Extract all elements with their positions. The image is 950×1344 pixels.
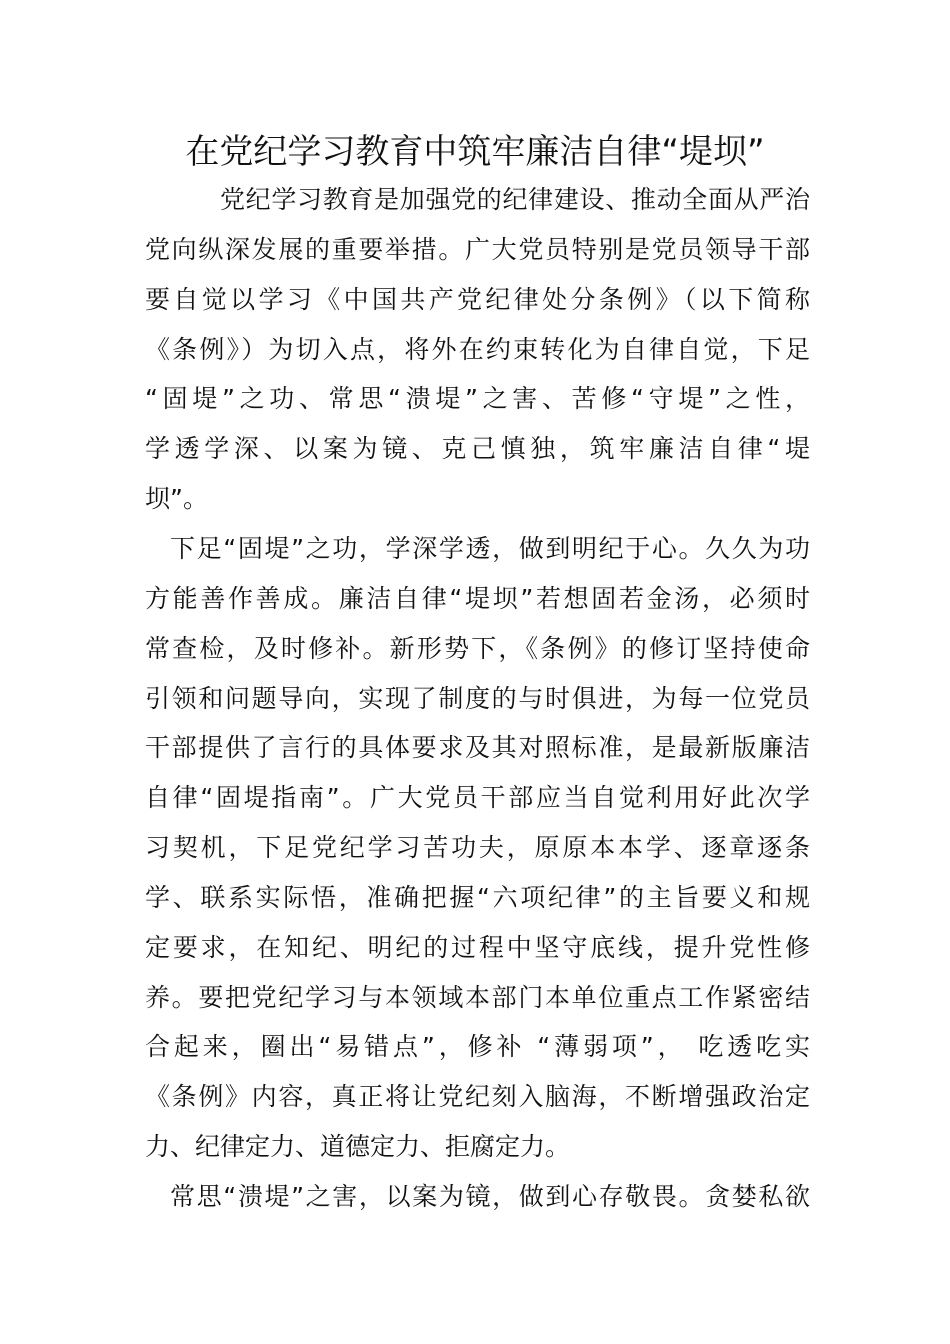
paragraph-line: 下足“固堤”之功，学深学透，做到明纪于心。久久为功 <box>170 534 810 563</box>
paragraph-line: 要自觉以学习《中国共产党纪律处分条例》（以下简称 <box>145 285 810 314</box>
paragraph-line: 定要求，在知纪、明纪的过程中坚守底线，提升党性修 <box>145 933 810 962</box>
document-title: 在党纪学习教育中筑牢廉洁自律“堤坝” <box>185 132 765 172</box>
paragraph-line: “固堤”之功、常思“溃堤”之害、苦修“守堤”之性， <box>145 384 810 413</box>
paragraph-line: 学、联系实际悟，准确把握“六项纪律”的主旨要义和规 <box>145 883 810 912</box>
paragraph-line: 习契机，下足党纪学习苦功夫，原原本本学、逐章逐条 <box>145 833 810 862</box>
paragraph-line: 干部提供了言行的具体要求及其对照标准，是最新版廉洁 <box>145 733 810 762</box>
paragraph-line: 常查检，及时修补。新形势下，《条例》的修订坚持使命 <box>145 634 810 663</box>
paragraph-line: 《条例》内容，真正将让党纪刻入脑海，不断增强政治定 <box>145 1082 810 1111</box>
paragraph-line: 《条例》）为切入点，将外在约束转化为自律自觉，下足 <box>145 335 810 364</box>
paragraph-line: 自律“固堤指南”。广大党员干部应当自觉利用好此次学 <box>145 783 810 812</box>
paragraph-line: 坝”。 <box>145 484 208 513</box>
paragraph-line: 常思“溃堤”之害，以案为镜，做到心存敬畏。贪婪私欲 <box>170 1182 810 1211</box>
paragraph-line: 党向纵深发展的重要举措。广大党员特别是党员领导干部 <box>145 235 810 264</box>
paragraph-line: 学透学深、以案为镜、克己慎独，筑牢廉洁自律“堤 <box>145 434 810 463</box>
paragraph-line: 党纪学习教育是加强党的纪律建设、推动全面从严治 <box>220 185 810 214</box>
paragraph-line: 合起来，圈出“易错点”，修补 “薄弱项”， 吃透吃实 <box>145 1032 810 1061</box>
paragraph-line: 养。要把党纪学习与本领域本部门本单位重点工作紧密结 <box>145 983 810 1012</box>
paragraph-line: 引领和问题导向，实现了制度的与时俱进，为每一位党员 <box>145 684 810 713</box>
paragraph-line: 方能善作善成。廉洁自律“堤坝”若想固若金汤，必须时 <box>145 584 810 613</box>
paragraph-line: 力、纪律定力、道德定力、拒腐定力。 <box>145 1132 571 1161</box>
